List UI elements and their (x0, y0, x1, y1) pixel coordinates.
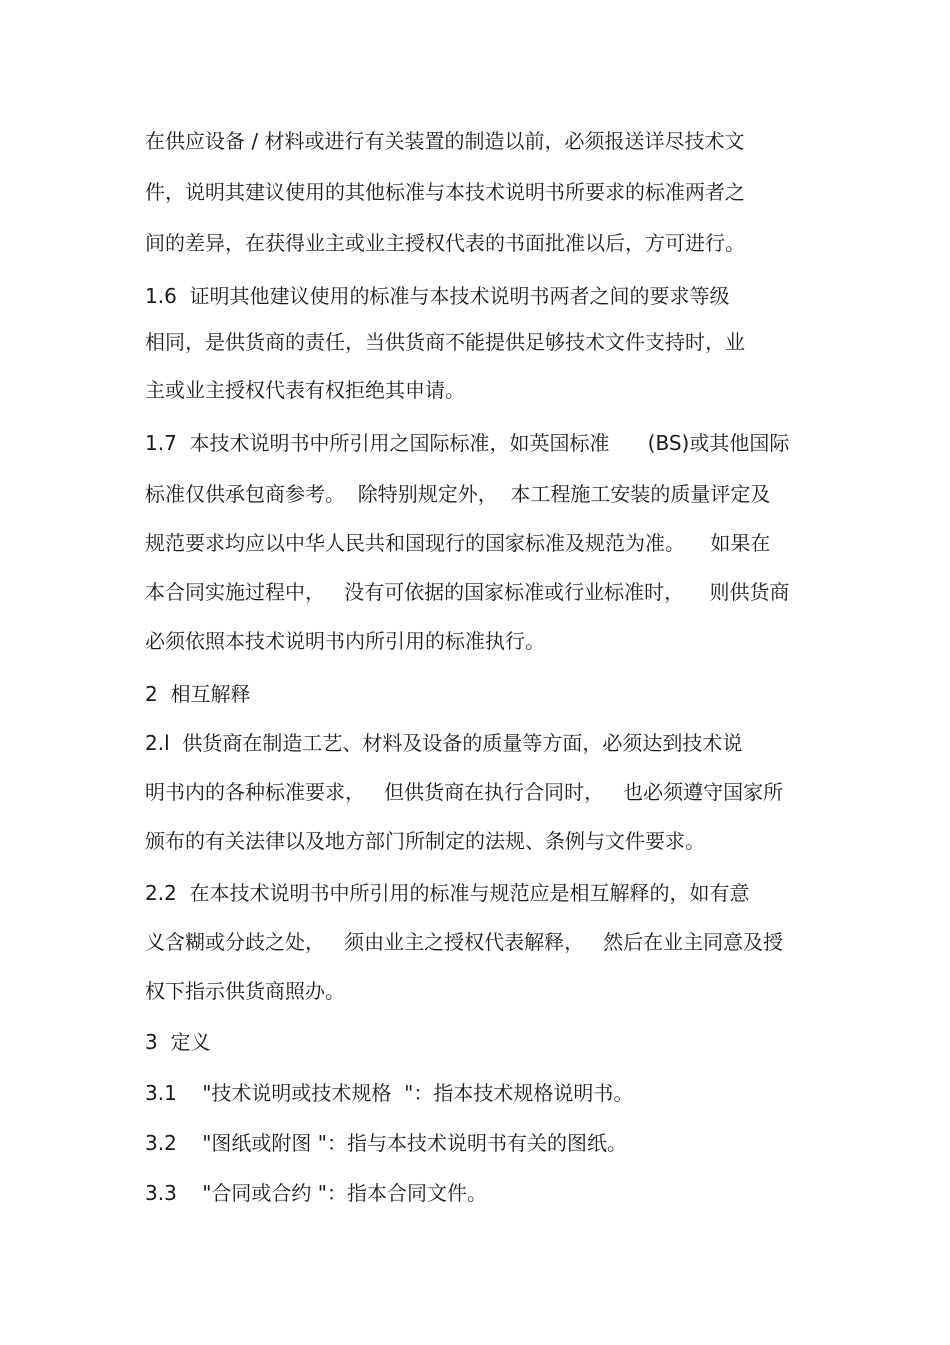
text-line: 本合同实施过程中， 没有可依据的国家标准或行业标准时， 则供货商 (145, 580, 790, 604)
text-line: 明书内的各种标准要求， 但供货商在执行合同时， 也必须遵守国家所 (145, 780, 784, 804)
text-line: 2.l 供货商在制造工艺、材料及设备的质量等方面，必须达到技术说 (145, 731, 743, 755)
text-line: 件，说明其建议使用的其他标准与本技术说明书所要求的标准两者之 (145, 180, 745, 204)
text-line: 义含糊或分歧之处， 须由业主之授权代表解释， 然后在业主同意及授 (145, 930, 784, 954)
text-line: 权下指示供货商照办。 (145, 979, 345, 1003)
text-line: 在供应设备 / 材料或进行有关装置的制造以前，必须报送详尽技术文 (145, 129, 745, 153)
text-line: 间的差异，在获得业主或业主授权代表的书面批准以后，方可进行。 (145, 231, 745, 255)
text-line: 2.2 在本技术说明书中所引用的标准与规范应是相互解释的，如有意 (145, 881, 750, 905)
section-heading: 3 定义 (145, 1030, 211, 1054)
text-line: 必须依照本技术说明书内所引用的标准执行。 (145, 629, 545, 653)
text-line: 颁布的有关法律以及地方部门所制定的法规、条例与文件要求。 (145, 829, 705, 853)
section-heading: 2 相互解释 (145, 682, 251, 706)
definition-item: 3.1 "技术说明或技术规格 "：指本技术规格说明书。 (145, 1081, 634, 1105)
text-line: 1.7 本技术说明书中所引用之国际标准，如英国标准 (BS)或其他国际 (145, 431, 790, 455)
text-line: 主或业主授权代表有权拒绝其申请。 (145, 378, 465, 402)
definition-item: 3.3 "合同或合约 "：指本合同文件。 (145, 1181, 487, 1205)
definition-item: 3.2 "图纸或附图 "：指与本技术说明书有关的图纸。 (145, 1131, 627, 1155)
text-line: 相同，是供货商的责任，当供货商不能提供足够技术文件支持时，业 (145, 330, 745, 354)
text-line: 1.6 证明其他建议使用的标准与本技术说明书两者之间的要求等级 (145, 284, 730, 308)
text-line: 标准仅供承包商参考。 除特别规定外， 本工程施工安装的质量评定及 (145, 482, 771, 506)
text-line: 规范要求均应以中华人民共和国现行的国家标准及规范为准。 如果在 (145, 531, 771, 555)
